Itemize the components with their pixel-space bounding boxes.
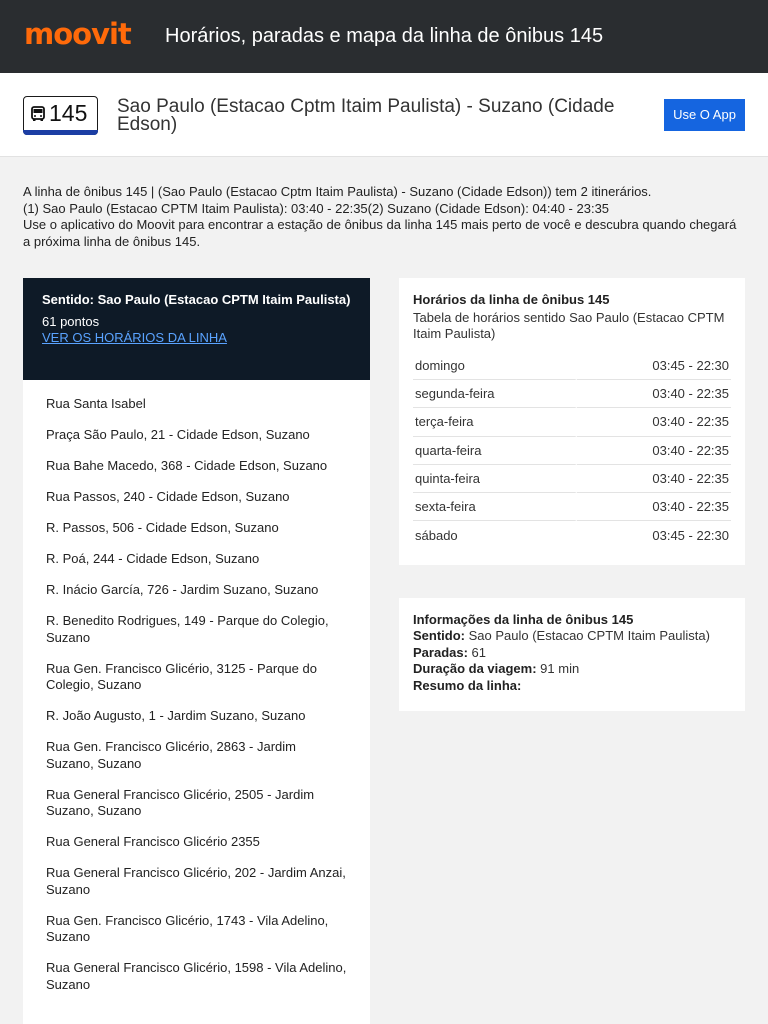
time-cell: 03:45 - 22:30 xyxy=(652,527,729,543)
stop-item[interactable]: Rua Gen. Francisco Glicério, 1743 - Vila Adelino, Suzano xyxy=(46,912,329,944)
stop-item[interactable]: Rua General Francisco Glicério, 2505 - Jardim Suzano, Suzano xyxy=(46,786,315,818)
info-summary-label: Resumo da linha: xyxy=(413,677,522,693)
schedule-card xyxy=(399,278,745,565)
stop-item[interactable]: Rua Gen. Francisco Glicério, 2863 - Jardim Suzano, Suzano xyxy=(46,739,296,771)
direction-header xyxy=(23,278,370,380)
info-direction-label: Sentido: xyxy=(413,628,465,643)
day-cell: domingo xyxy=(413,352,577,380)
info-summary xyxy=(413,678,731,695)
time-cell: 03:40 - 22:35 xyxy=(577,437,731,465)
stop-item[interactable]: Rua Santa Isabel xyxy=(46,396,146,411)
stops-panel xyxy=(23,278,370,1024)
line-info-card xyxy=(399,598,745,711)
stop-item[interactable]: Praça São Paulo, 21 - Cidade Edson, Suzano xyxy=(46,427,310,442)
stop-item[interactable]: R. Poá, 244 - Cidade Edson, Suzano xyxy=(46,551,260,566)
schedule-row xyxy=(413,521,731,549)
view-schedule-link[interactable]: VER OS HORÁRIOS DA LINHA xyxy=(42,330,227,345)
day-cell: sábado xyxy=(413,521,577,549)
schedule-row xyxy=(413,352,731,380)
day-cell: terça-feira xyxy=(413,408,577,436)
page-title: Horários, paradas e mapa da linha de ônibus 145 xyxy=(165,25,604,47)
schedule-row xyxy=(413,493,731,521)
schedule-row xyxy=(413,380,731,408)
schedule-row xyxy=(413,465,731,493)
stop-item[interactable]: Rua Bahe Macedo, 368 - Cidade Edson, Suzano xyxy=(46,458,328,473)
info-direction xyxy=(413,628,731,645)
stop-list xyxy=(23,380,370,993)
stop-item[interactable]: Rua Gen. Francisco Glicério, 3125 - Parque do Colegio, Suzano xyxy=(46,660,317,692)
schedule-row xyxy=(413,437,731,465)
day-cell: segunda-feira xyxy=(413,380,577,408)
info-stops-label: Paradas: xyxy=(413,644,468,660)
info-duration-value: 91 min xyxy=(540,661,580,676)
line-number: 145 xyxy=(49,100,88,126)
time-cell: 03:40 - 22:35 xyxy=(577,493,731,521)
moovit-logo[interactable]: moovit xyxy=(24,17,131,51)
stop-item[interactable]: R. Inácio García, 726 - Jardim Suzano, Suzano xyxy=(46,582,319,597)
route-title: Sao Paulo (Estacao Cptm Itaim Paulista) - Suzano (Cidade Edson) xyxy=(117,96,615,135)
intro-line-3: Use o aplicativo do Moovit para encontrar a estação de ônibus da linha 145 mais perto de você e descubra quando chegará a próxima linha de ônibus 145. xyxy=(23,217,737,249)
time-cell: 03:45 - 22:30 xyxy=(577,352,731,380)
stop-item[interactable]: Rua General Francisco Glicério, 1598 - Vila Adelino, Suzano xyxy=(46,960,347,992)
day-cell: quinta-feira xyxy=(413,465,577,493)
info-duration xyxy=(413,661,731,678)
line-badge xyxy=(23,96,98,135)
line-color-bar xyxy=(23,130,98,135)
intro-line-2: (1) Sao Paulo (Estacao CPTM Itaim Paulista): 03:40 - 22:35(2) Suzano (Cidade Edson): 04:40 - 23:35 xyxy=(23,200,610,216)
stop-item[interactable]: R. Benedito Rodrigues, 149 - Parque do Colegio, Suzano xyxy=(46,613,329,645)
stop-item[interactable]: Rua General Francisco Glicério 2355 xyxy=(46,834,260,849)
stop-item[interactable]: Rua General Francisco Glicério, 202 - Jardim Anzai, Suzano xyxy=(46,865,346,897)
info-stops xyxy=(413,645,731,662)
stops-count: 61 pontos xyxy=(42,314,100,329)
line-header xyxy=(0,73,768,157)
intro-text xyxy=(23,184,743,250)
bus-icon xyxy=(30,106,46,122)
schedule-title: Horários da linha de ônibus 145 xyxy=(413,292,610,307)
schedule-table xyxy=(413,352,731,549)
time-cell: 03:40 - 22:35 xyxy=(577,380,731,408)
stop-item[interactable]: R. João Augusto, 1 - Jardim Suzano, Suzano xyxy=(46,708,306,723)
day-cell: sexta-feira xyxy=(413,493,577,521)
direction-title: Sentido: Sao Paulo (Estacao CPTM Itaim Paulista) xyxy=(42,292,351,307)
info-duration-label: Duração da viagem: xyxy=(413,661,537,676)
top-bar xyxy=(0,0,768,73)
info-direction-value: Sao Paulo (Estacao CPTM Itaim Paulista) xyxy=(468,628,710,643)
time-cell: 03:40 - 22:35 xyxy=(577,465,731,493)
info-stops-value: 61 xyxy=(471,644,487,660)
time-cell: 03:40 - 22:35 xyxy=(577,408,731,436)
intro-line-1: A linha de ônibus 145 | (Sao Paulo (Estacao Cptm Itaim Paulista) - Suzano (Cidade Edson)) tem 2 itinerários. xyxy=(23,184,652,199)
day-cell: quarta-feira xyxy=(413,437,577,465)
use-app-button[interactable]: Use O App xyxy=(664,99,745,131)
schedule-subtitle: Tabela de horários sentido Sao Paulo (Estacao CPTM Itaim Paulista) xyxy=(413,310,725,341)
schedule-row xyxy=(413,408,731,436)
stop-item[interactable]: Rua Passos, 240 - Cidade Edson, Suzano xyxy=(46,489,290,504)
info-title: Informações da linha de ônibus 145 xyxy=(413,612,634,627)
stop-item[interactable]: R. Passos, 506 - Cidade Edson, Suzano xyxy=(46,520,279,535)
